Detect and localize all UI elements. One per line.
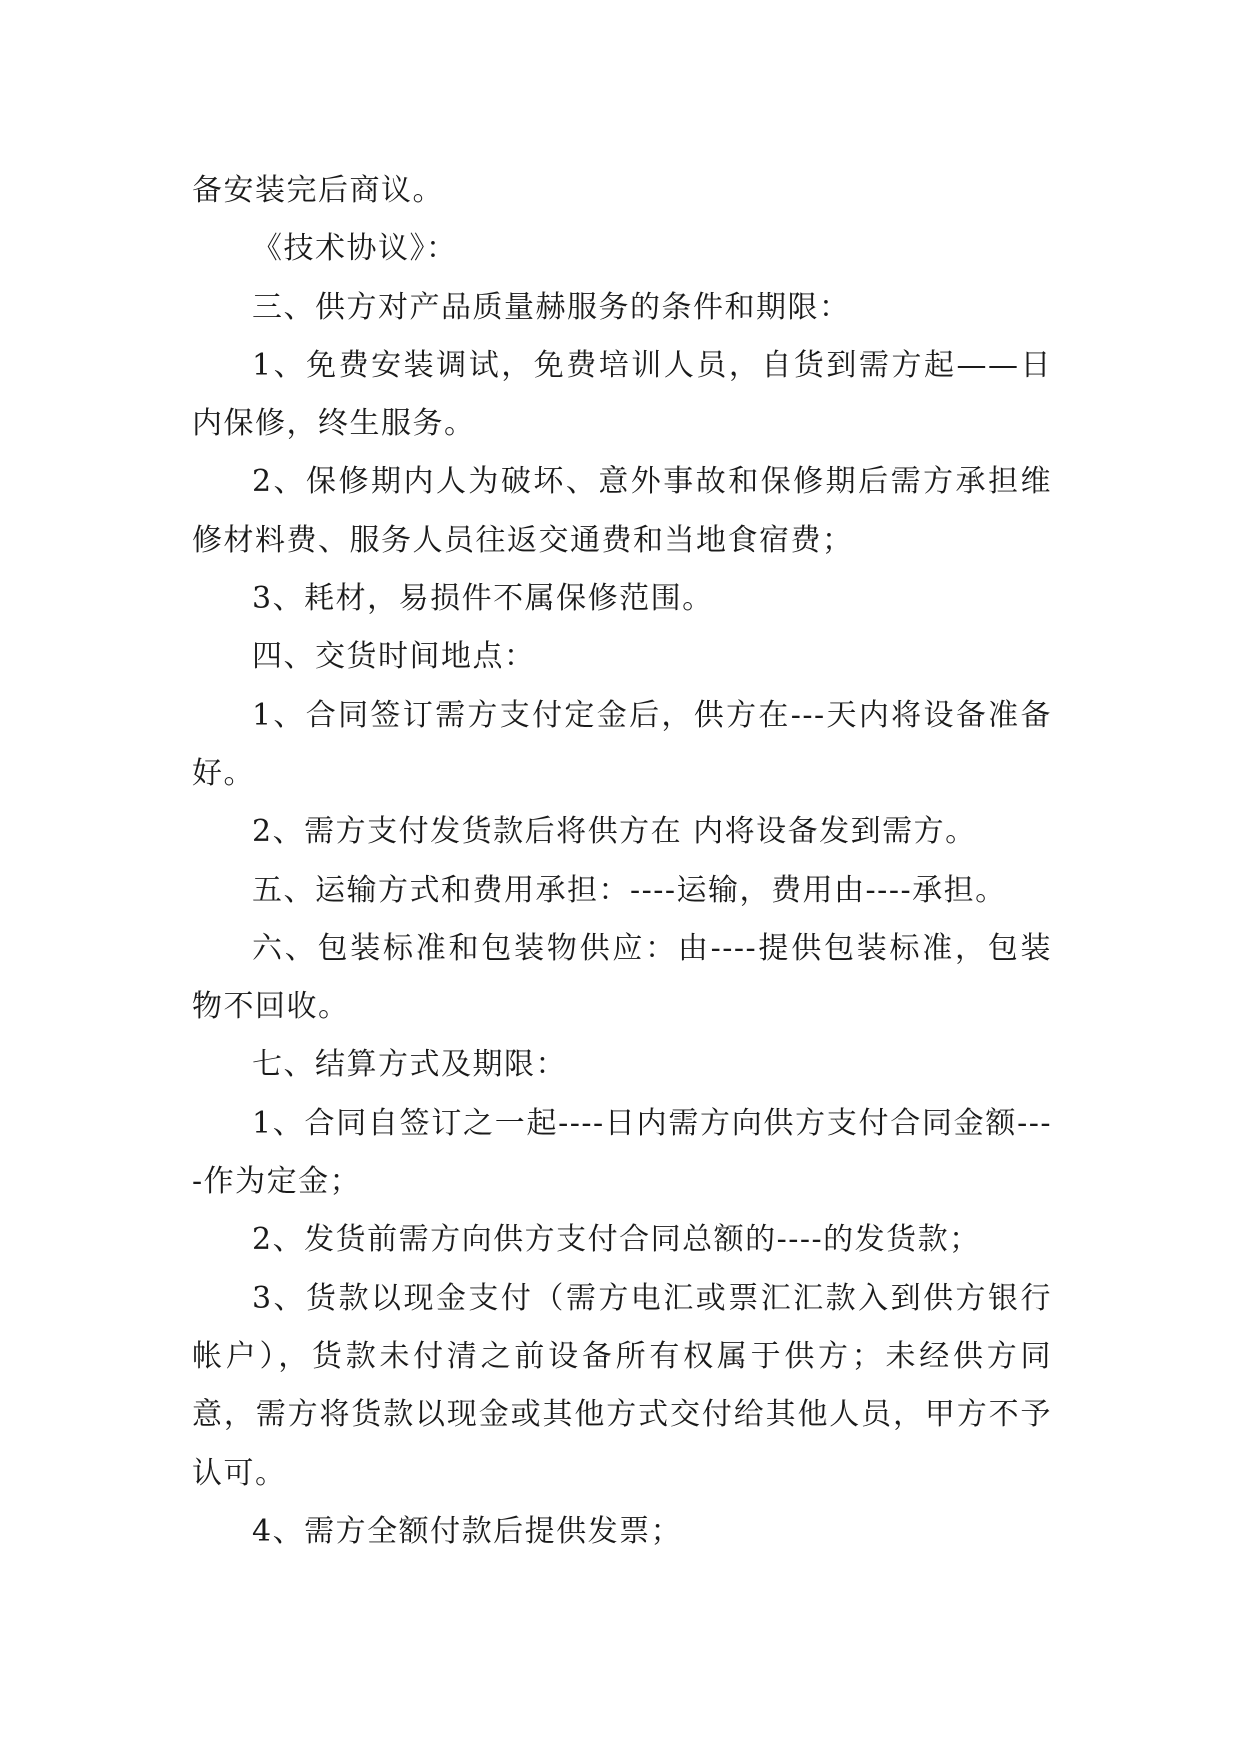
paragraph: 《技术协议》： — [252, 231, 458, 267]
paragraph: 备安装完后商议。 — [192, 173, 444, 208]
paragraph: 1、合同自签订之一起----日内需方向供方支付合同金额----作为定金； — [192, 1105, 1052, 1200]
section-heading: 四、交货时间地点： — [252, 639, 536, 675]
paragraph: 2、保修期内人为破坏、意外事故和保修期后需方承担维修材料费、服务人员往返交通费和当地食宿费； — [192, 464, 1052, 558]
paragraph: 4、需方全额付款后提供发票； — [252, 1513, 683, 1549]
document-body — [192, 162, 1052, 1561]
section-heading: 六、包装标准和包装物供应：由----提供包装标准，包装物不回收。 — [192, 930, 1052, 1025]
paragraph: 1、免费安装调试，免费培训人员，自货到需方起——日内保修，终生服务。 — [192, 347, 1052, 442]
section-heading: 三、供方对产品质量赫服务的条件和期限： — [252, 289, 851, 325]
paragraph: 2、发货前需方向供方支付合同总额的----的发货款； — [252, 1222, 981, 1258]
section-heading: 七、结算方式及期限： — [252, 1047, 567, 1083]
paragraph: 3、耗材，易损件不属保修范围。 — [252, 581, 714, 617]
paragraph: 3、货款以现金支付（需方电汇或票汇汇款入到供方银行帐户），货款未付清之前设备所有权属于供方；未经供方同意，需方将货款以现金或其他方式交付给其他人员，甲方不予认可。 — [192, 1280, 1052, 1491]
section-heading: 五、运输方式和费用承担：----运输，费用由----承担。 — [252, 872, 1007, 908]
paragraph: 2、需方支付发货款后将供方在 内将设备发到需方。 — [252, 814, 977, 850]
paragraph: 1、合同签订需方支付定金后，供方在---天内将设备准备好。 — [192, 697, 1052, 791]
